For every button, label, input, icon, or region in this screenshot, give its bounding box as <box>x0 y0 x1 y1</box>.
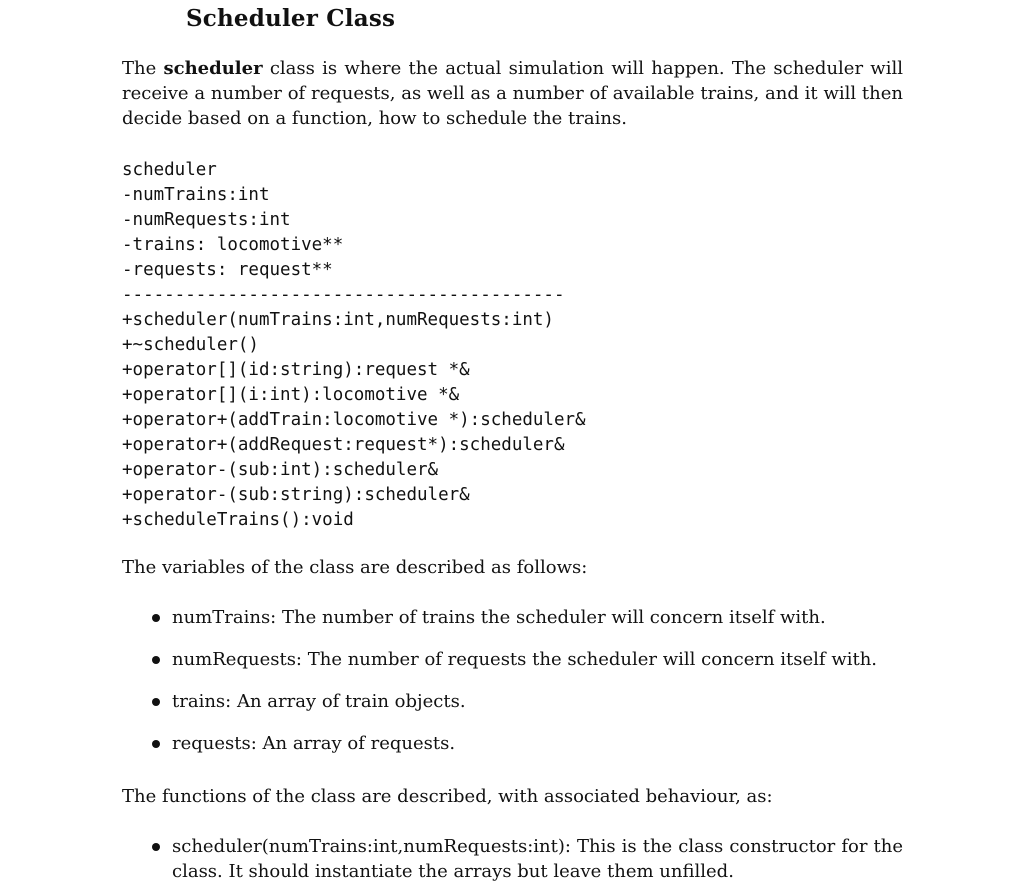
uml-method: +operator[](i:int):locomotive *& <box>122 385 460 405</box>
uml-method: +scheduler(numTrains:int,numRequests:int) <box>122 310 554 330</box>
uml-attribute: -numTrains:int <box>122 185 270 205</box>
list-item <box>122 731 903 773</box>
uml-method: +operator-(sub:int):scheduler& <box>122 460 439 480</box>
list-item-text: trains: An array of train objects. <box>172 691 466 712</box>
intro-class-name: scheduler <box>163 58 263 79</box>
uml-class-name: scheduler <box>122 160 217 180</box>
uml-attribute: -numRequests:int <box>122 210 291 230</box>
bullet-icon <box>152 740 160 748</box>
uml-attribute: -requests: request** <box>122 260 333 280</box>
uml-class-diagram <box>122 158 586 533</box>
uml-attribute: -trains: locomotive** <box>122 235 344 255</box>
list-item-text: scheduler(numTrains:int,numRequests:int): This is the class constructor for the class. It should instantiate the arrays but leave them unfilled. <box>172 836 903 882</box>
bullet-icon <box>152 698 160 706</box>
uml-method: +operator+(addRequest:request*):scheduler& <box>122 435 565 455</box>
functions-intro: The functions of the class are described, with associated behaviour, as: <box>122 786 773 807</box>
list-item-text: requests: An array of requests. <box>172 733 456 754</box>
uml-method: +operator[](id:string):request *& <box>122 360 470 380</box>
functions-list <box>122 834 903 884</box>
uml-method: +operator+(addTrain:locomotive *):scheduler& <box>122 410 586 430</box>
uml-separator: ------------------------------------------ <box>122 285 565 305</box>
variables-intro: The variables of the class are described as follows: <box>122 557 588 578</box>
list-item <box>122 689 903 731</box>
section-title: Scheduler Class <box>186 5 396 32</box>
list-item <box>122 647 903 689</box>
bullet-icon <box>152 614 160 622</box>
intro-text-start: The <box>122 58 164 79</box>
uml-method: +scheduleTrains():void <box>122 510 354 530</box>
list-item-text: numRequests: The number of requests the scheduler will concern itself with. <box>172 649 878 670</box>
uml-method: +operator-(sub:string):scheduler& <box>122 485 470 505</box>
uml-method: +~scheduler() <box>122 335 259 355</box>
list-item-text: numTrains: The number of trains the scheduler will concern itself with. <box>172 607 826 628</box>
list-item <box>122 605 903 647</box>
intro-text-rest: class is where the actual simulation will happen. The scheduler will receive a number of requests, as well as a number of available trains, and it will then decide based on a function, how to schedule the trains. <box>122 58 903 129</box>
list-item <box>122 834 903 884</box>
bullet-icon <box>152 656 160 664</box>
variables-list <box>122 605 903 773</box>
bullet-icon <box>152 843 160 851</box>
intro-paragraph <box>122 56 903 131</box>
